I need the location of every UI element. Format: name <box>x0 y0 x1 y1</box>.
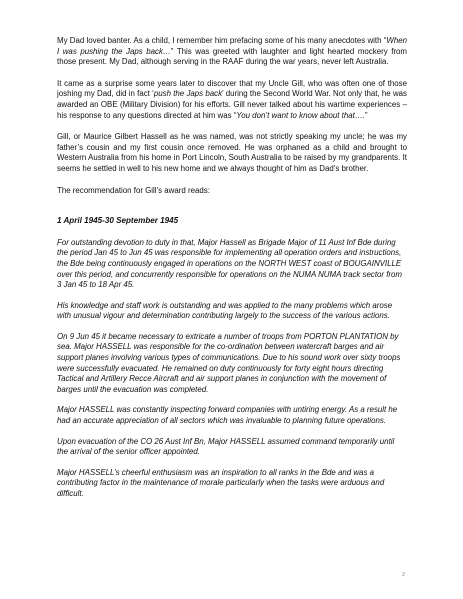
paragraph-text: ’ during the Second World War. Not only that, he was awarded an OBE (Military Division) for his efforts. Gill never talked about his wartime experiences – his response to any questions directed at him was “ <box>57 89 407 120</box>
citation-paragraph: His knowledge and staff work is outstanding and was applied to the many problems which arose with unusual vigour and determination contributing largely to the success of the various actions. <box>57 300 393 321</box>
citation-paragraph: On 9 Jun 45 it became necessary to extricate a number of troops from PORTON PLANTATION by sea. Major HASSELL was responsible for the co-ordination between watercraft barges and air support planes involving various types of communications. Due to his sound work over sixty troops were successfully evacuated. He remained on duty continuously for forty eight hours directing Tactical and Artillery Recce Aircraft and air support planes in conjunction with the movement of barges until the evacuation was completed. <box>57 331 401 394</box>
citation-block <box>57 238 407 500</box>
paragraph-gill-background: Gill, or Maurice Gilbert Hassell as he was named, was not strictly speaking my uncle; he was my father’s cousin and my first cousin once removed. He was orphaned as a child and brought to Western Australia from his home in Port Lincoln, South Australia to be raised by my grandparents. It seems he settled in well to his new home and we always thought of him as Dad’s brother. <box>57 132 407 173</box>
paragraph-text: My Dad loved banter. As a child, I remember him prefacing some of his many anecdotes with “ <box>57 36 387 45</box>
paragraph-text: ” <box>364 110 368 120</box>
citation-paragraph: For outstanding devotion to duty in that, Major Hassell as Brigade Major of 11 Aust Inf Bde during the period Jan 45 to Jun 45 was responsible for implementing all operation orders and instructions, the Bde being continuously engaged in operations on the NORTH WEST coast of BOUGAINVILLE over this period, and concurrently responsible for operations on the NUMA NUMA track sector from 3 Jan 45 to 18 Apr 45. <box>57 237 402 290</box>
citation-paragraph: Major HASSELL’s cheerful enthusiasm was an inspiration to all ranks in the Bde and was a contributing factor in the maintenance of morale particularly when the tasks were arduous and difficult. <box>57 467 385 498</box>
paragraph-text: ” This was greeted with laughter and light hearted mockery from those present. My Dad, although serving in the RAAF during the war years, never left Australia. <box>57 46 407 67</box>
citation-paragraph: Major HASSELL was constantly inspecting forward companies with untiring energy. As a result he had an accurate appreciation of all sectors which was invaluable to planning future operations. <box>57 405 398 426</box>
paragraph-text: It came as a surprise some years later to discover that my Uncle Gill, who was often one of those joshing my Dad, did in fact ‘ <box>57 78 407 99</box>
citation-heading: 1 April 1945-30 September 1945 <box>57 216 179 226</box>
paragraph-recommendation-intro: The recommendation for Gill’s award reads: <box>57 185 210 195</box>
document-body <box>57 36 407 510</box>
page-number: 2 <box>401 572 405 578</box>
paragraph-dad-banter <box>57 36 407 68</box>
citation-paragraph: Upon evacuation of the CO 26 Aust Inf Bn, Major HASSELL assumed command temporarily until the arrival of the senior officer appointed. <box>57 436 395 457</box>
quoted-phrase: When I was pushing the Japs back… <box>57 36 407 56</box>
paragraph-uncle-gill <box>57 79 407 121</box>
quoted-phrase: You don’t want to know about that…. <box>236 110 365 120</box>
quoted-phrase: push the Japs back <box>153 89 223 99</box>
